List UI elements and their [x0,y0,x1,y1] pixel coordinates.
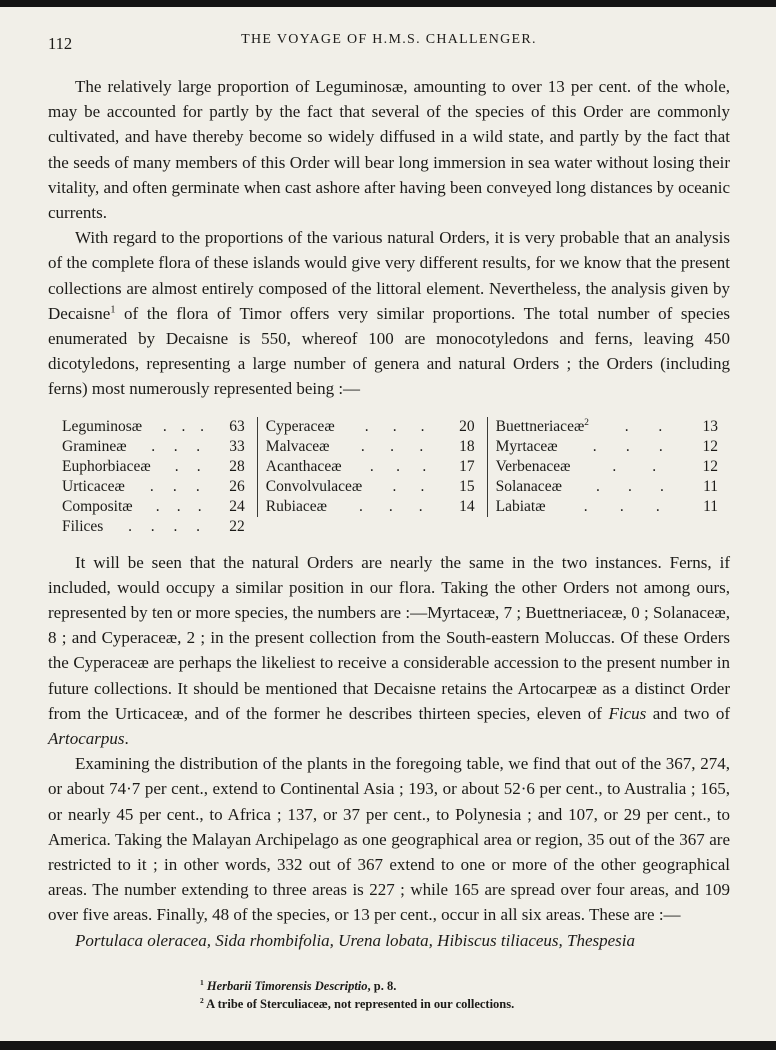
order-name: Urticaceæ [62,477,125,495]
order-name: Convolvulaceæ [265,477,363,495]
order-count: 24 [229,497,245,515]
text-run: The relatively large proportion of Leguminosæ, amounting to over 13 per cent. of the whole, may be accounted for partly by the fact that several of the species of this Order are commonly cultivated, and have thereby become so widely diffused in a wild state, and partly by the fact that the seeds of many members of this Order will bear long immersion in sea water without losing their vitality, and often germinate when cast ashore after having been conveyed long distances by oceanic currents. [48,77,730,223]
scan-edge-top [0,0,776,7]
order-name: Solanaceæ [495,477,562,495]
text-run: A tribe of Sterculiaceæ, not represented in our collections. [203,996,515,1011]
text-run: . [124,729,129,749]
text-run: of the flora of Timor offers very similar proportions. The total number of species enumerated by Decaisne is 550, whereof 100 are monocotyledons and ferns, leaving 450 dicotyledons, representing a large number of genera and natural Orders ; the Orders (including ferns) most numerously represented being :— [48,303,730,399]
footnote-marker: 2 [584,417,589,428]
text-run: 2 [200,995,204,1005]
order-count: 11 [703,477,718,495]
dot-leader: . . . [369,457,427,475]
order-name: Euphorbiaceæ [62,457,151,475]
order-count: 33 [229,437,245,455]
dot-leader: . . . [583,497,660,515]
order-name: Leguminosæ [62,417,143,435]
orders-row [496,497,718,517]
order-count: 26 [229,477,245,495]
order-name: Compositæ [62,497,133,515]
footnote-1 [200,977,730,995]
text-run: Artocarpus [48,729,125,749]
scan-edge-bottom [0,1041,776,1050]
page-number: 112 [48,34,73,53]
order-count: 14 [459,497,475,515]
text-run: 1 [110,304,116,316]
paragraph-distribution [48,751,730,927]
order-name: Filices [62,517,104,535]
orders-row [62,457,245,477]
text-run: and two of [646,703,730,723]
dot-leader: . . . [149,477,200,495]
text-run: With regard to the proportions of the various natural Orders, it is very probable that an analysis of the complete flora of these islands would give very different results, for we know that the present collections are almost entirely composed of the littoral element. Nevertheless, the analysis given by Decaisne [48,228,730,323]
orders-row [266,497,475,517]
text-run: 1 [200,977,204,987]
dot-leader: . . [392,477,425,495]
order-name: Malvaceæ [265,437,330,455]
dot-leader: . . . [151,437,201,455]
dot-leader: . . . [162,417,205,435]
orders-row [266,417,475,437]
species-list-line [48,928,730,953]
orders-row [62,517,245,537]
page-body [48,74,730,953]
text-run: , p. 8. [367,978,397,993]
dot-leader: . . . . [128,517,200,535]
dot-leader: . . [624,417,663,435]
orders-column [257,417,487,517]
dot-leader: . . [174,457,201,475]
order-count: 15 [459,477,475,495]
orders-row [62,497,245,517]
order-count: 12 [702,457,718,475]
dot-leader: . . . [155,497,202,515]
text-run: Portulaca oleracea, Sida rhombifolia, Urena lobata, Hibiscus tiliaceus, Thespesia [75,930,636,950]
order-count: 20 [459,417,475,435]
dot-leader: . . . [364,417,425,435]
order-count: 18 [459,437,475,455]
dot-leader: . . [612,457,657,475]
text-run: Herbarii Timorensis Descriptio [206,978,368,993]
order-count: 28 [229,457,245,475]
order-count: 17 [459,457,475,475]
text-run: It will be seen that the natural Orders are nearly the same in the two instances. Ferns, if included, would occupy a similar position in our flora. Taking the other Orders not among ours, represented by ten or more species, the numbers are :—Myrtaceæ, 7 ; Buettneriaceæ, 0 ; Solanaceæ, 8 ; and Cyperaceæ, 2 ; in the present collection from the South-eastern Moluccas. Of these Orders the Cyperaceæ are perhaps the likeliest to receive a considerable accession to the present number in future collections. It should be mentioned that Decaisne retains the Artocarpeæ as a distinct Order from the Urticaceæ, and of the former he describes thirteen species, eleven of [48,552,730,723]
page-header [48,32,730,58]
orders-column [54,417,257,537]
orders-table [48,417,730,537]
order-name: Rubiaceæ [265,497,327,515]
orders-row [266,457,475,477]
order-name: Labiatæ [495,497,546,515]
orders-row [266,437,475,457]
orders-row [62,437,245,457]
paragraph-leguminosae [48,74,730,225]
paragraph-orders-comparison [48,550,730,752]
order-count: 13 [702,417,718,435]
text-run: Ficus [608,703,647,723]
order-count: 63 [229,417,245,435]
paragraph-decaisne-timor [48,225,730,401]
orders-column [487,417,730,517]
orders-row [62,477,245,497]
order-count: 11 [703,497,718,515]
dot-leader: . . . [596,477,664,495]
running-title: THE VOYAGE OF H.M.S. CHALLENGER. [241,32,537,47]
dot-leader: . . . [592,437,663,455]
orders-row [496,457,718,477]
order-name: Gramineæ [62,437,127,455]
orders-row [496,437,718,457]
orders-row [62,417,245,437]
text-run: Examining the distribution of the plants in the foregoing table, we find that out of the 367, 274, or about 74·7 per cent., extend to Continental Asia ; 193, or about 52·6 per cent., to Australia ; 165, or nearly 45 per cent., to Africa ; 137, or 37 per cent., to Polynesia ; and 107, or 29 per cent., to America. Taking the Malayan Archipelago as one geographical area or region, 35 out of the 367 are restricted to it ; in other words, 332 out of 367 extend to one or more of the other geographical areas. The number extending to three areas is 227 ; while 165 are spread over four areas, and 109 over five areas. Finally, 48 of the species, or 13 per cent., occur in all six areas. These are :— [48,754,730,925]
order-name: Buettneriaceæ$^2$ [495,417,589,435]
orders-row [266,477,475,497]
order-name: Myrtaceæ [495,437,558,455]
order-count: 12 [702,437,718,455]
dot-leader: . . . [360,437,424,455]
orders-row [496,417,718,437]
footnote-2 [200,995,730,1013]
order-name: Cyperaceæ [265,417,335,435]
order-name: Acanthaceæ [265,457,342,475]
dot-leader: . . . [358,497,423,515]
order-name: Verbenaceæ [495,457,571,475]
order-count: 22 [229,517,245,535]
orders-row [496,477,718,497]
footnotes [48,977,730,1013]
